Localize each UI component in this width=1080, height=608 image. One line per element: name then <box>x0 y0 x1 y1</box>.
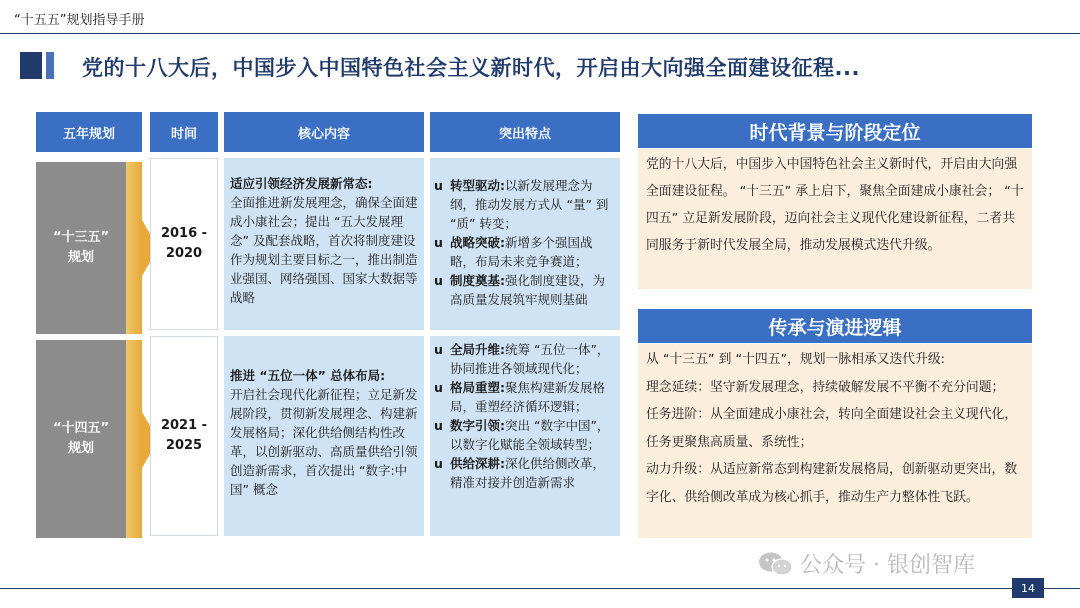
period-start: 2016 - <box>160 226 208 241</box>
feature-label: 转型驱动: <box>450 178 505 193</box>
feature-item <box>434 340 616 378</box>
features-cell <box>430 158 620 330</box>
timeline-arrow-band <box>126 162 142 334</box>
header-features: 突出特点 <box>430 112 620 152</box>
feature-label: 供给深耕: <box>450 456 505 471</box>
feature-label: 格局重塑: <box>450 380 505 395</box>
feature-text: 深化供给侧改革，精准对接并创造新需求 <box>450 456 606 490</box>
feature-item <box>434 416 616 454</box>
bullet-icon: u <box>434 273 443 288</box>
page-number: 14 <box>1012 578 1044 598</box>
feature-text: 突出 “数字中国”，以数字化赋能全领域转型； <box>450 418 610 452</box>
core-text: 开启社会现代化新征程；立足新发展阶段，贯彻新发展理念、构建新发展格局；深化供给侧结构性改革，以创新驱动、高质量供给引领创造新需求，首次提出 “数字:中国” 概念 <box>230 387 418 497</box>
bullet-icon: u <box>434 456 443 471</box>
feature-label: 制度奠基: <box>450 273 505 288</box>
plan-13th-label <box>36 162 126 334</box>
heading-accent-block <box>20 52 42 79</box>
plan-suffix: 规划 <box>67 250 94 265</box>
panel-background-title: 时代背景与阶段定位 <box>638 114 1032 148</box>
panel-logic-body <box>638 344 1032 538</box>
panel-logic-item: 动力升级：从适应新常态到构建新发展格局，创新驱动更突出，数字化、供给侧改革成为核心抓手，推动生产力整体性飞跃。 <box>646 462 1018 505</box>
core-content-cell <box>224 336 424 536</box>
top-divider <box>0 33 1080 34</box>
bullet-icon: u <box>434 235 443 250</box>
wechat-icon <box>758 551 794 577</box>
panel-logic-title: 传承与演进逻辑 <box>638 309 1032 343</box>
core-text: 全面推进新发展理念，确保全面建成小康社会；提出 “五大发展理念” 及配套战略，首次将制度建设作为规划主要目标之一，推出制造业强国、网络强国、国家大数据等战略 <box>230 195 418 305</box>
feature-item <box>434 454 616 492</box>
plan-name: “十三五” <box>52 230 110 245</box>
heading-accent-stripe <box>46 52 54 79</box>
bullet-icon: u <box>434 418 443 433</box>
header-plan: 五年规划 <box>36 112 142 152</box>
features-cell <box>430 336 620 536</box>
feature-item <box>434 176 616 233</box>
watermark <box>758 548 975 579</box>
plan-suffix: 规划 <box>67 441 94 456</box>
plan-14th-label <box>36 340 126 538</box>
plan-name: “十四五” <box>52 421 110 436</box>
bullet-icon: u <box>434 342 443 357</box>
page-heading: 党的十八大后，中国步入中国特色社会主义新时代，开启由大向强全面建设征程... <box>82 56 860 80</box>
period-start: 2021 - <box>160 418 208 433</box>
feature-text: 新增多个强国战略，布局未来竞争赛道； <box>450 235 593 269</box>
panel-logic-item: 任务进阶：从全面建成小康社会，转向全面建设社会主义现代化，任务更聚焦高质量、系统性； <box>646 407 1018 450</box>
bottom-divider <box>0 588 1080 589</box>
feature-text: 聚焦构建新发展格局，重塑经济循环逻辑； <box>450 380 606 414</box>
feature-text: 以新发展理念为纲，推动发展方式从 “量” 到 “质” 转变； <box>450 178 609 231</box>
period-end: 2025 <box>165 438 203 453</box>
core-title: 推进 “五位一体” 总体布局: <box>230 368 386 383</box>
period-end: 2020 <box>165 246 203 261</box>
feature-text: 强化制度建设，为高质量发展筑牢规则基础 <box>450 273 606 307</box>
document-title: “十五五”规划指导手册 <box>14 13 145 28</box>
watermark-text: 公众号 · 银创智库 <box>800 553 975 578</box>
feature-item <box>434 378 616 416</box>
feature-item <box>434 233 616 271</box>
feature-text: 统筹 “五位一体”，协同推进各领域现代化； <box>450 342 610 376</box>
panel-logic-item: 理念延续：坚守新发展理念，持续破解发展不平衡不充分问题； <box>646 379 1005 395</box>
bullet-icon: u <box>434 380 443 395</box>
header-core-content: 核心内容 <box>224 112 424 152</box>
core-content-cell <box>224 158 424 330</box>
bullet-icon: u <box>434 178 443 193</box>
period-cell <box>150 336 218 536</box>
feature-label: 全局升维: <box>450 342 505 357</box>
period-cell <box>150 158 218 330</box>
panel-logic-intro: 从 “十三五” 到 “十四五”，规划一脉相承又迭代升级: <box>646 352 945 367</box>
feature-label: 数字引领: <box>450 418 505 433</box>
feature-item <box>434 271 616 309</box>
panel-background-text: 党的十八大后，中国步入中国特色社会主义新时代，开启由大向强全面建设征程。 “十三五” 承上启下，聚焦全面建成小康社会； “十四五” 立足新发展阶段，迈向社会主义现代化建设新征程，二者共同服务于新时代发展全局，推动发展模式迭代升级。 <box>638 149 1032 289</box>
timeline-arrow-band <box>126 340 142 538</box>
feature-label: 战略突破: <box>450 235 505 250</box>
header-time: 时间 <box>150 112 218 152</box>
core-title: 适应引领经济发展新常态: <box>230 176 373 191</box>
